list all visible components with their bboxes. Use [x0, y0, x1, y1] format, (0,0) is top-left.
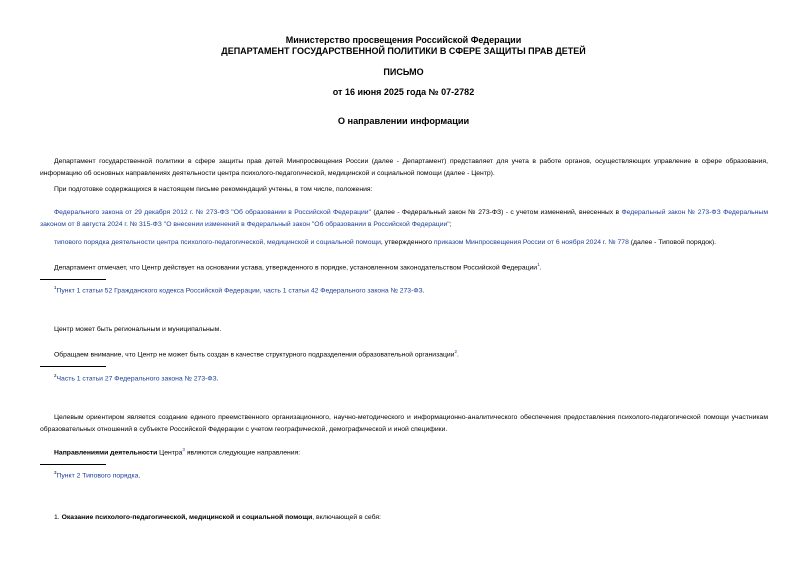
text-segment: ;	[449, 221, 452, 228]
paragraph-target: Целевым ориентиром является создание единого преемственного организационного, научно-методического и информационно-аналитического обеспечения предоставления психолого-педагогической помощи участникам образовательных отношений в субъекте Российской Федерации с учетом географической, демографической и иной специфики.	[40, 414, 768, 433]
paragraph-intro: Департамент государственной политики в сфере защиты прав детей Минпросвещения России (далее - Департамент) представляет для учета в работе органов, осуществляющих управление в сфере образования, информацию об основных направлениях деятельности центра психолого-педагогической, медицинской и социальной помощи (далее - Центр).	[40, 158, 768, 177]
text-segment: Департамент отмечает, что Центр действует на основании устава, утвержденного в порядке, установленном законодательством Российской Федерации	[54, 264, 538, 272]
text-segment: Обращаем внимание, что Центр не может быть создан в качестве структурного подразделения образовательной организации	[54, 351, 455, 359]
paragraph-federal-law	[40, 207, 768, 231]
footnote-ref-1[interactable]: 1	[537, 262, 540, 267]
text-segment: являются следующие направления:	[184, 449, 301, 457]
footnote-1-link[interactable]: Пункт 1 статьи 52 Гражданского кодекса Российской Федерации, часть 1 статьи 42 Федерального закона № 273-ФЗ	[56, 287, 423, 295]
paragraph-not-subdivision	[40, 346, 768, 361]
paragraph-center-level: Центр может быть региональным и муниципальным.	[54, 326, 222, 333]
paragraph-item-1	[40, 512, 768, 524]
item-1-heading: Оказание психолого-педагогической, медицинской и социальной помощи	[61, 514, 313, 521]
ministry-name: Министерство просвещения Российской Федерации	[285, 35, 522, 45]
paragraph-considered: При подготовке содержащихся в настоящем письме рекомендаций учтены, в том числе, положения:	[54, 186, 373, 193]
text-segment: Центра	[157, 449, 183, 457]
text-segment: .	[457, 351, 459, 359]
document-date-number: от 16 июня 2025 года № 07-2782	[332, 87, 475, 97]
federal-law-273-short-link[interactable]: Федеральный закон № 273-ФЗ	[621, 209, 721, 216]
text-segment: .	[422, 287, 425, 295]
text-segment: (далее - Типовой порядок).	[628, 239, 717, 246]
footnote-2-link[interactable]: Часть 1 статьи 27 Федерального закона № 273-ФЗ	[56, 375, 217, 383]
footnote-3-link[interactable]: Пункт 2 Типового порядка	[56, 472, 139, 480]
footnote-3	[54, 468, 140, 480]
footnote-ref-2[interactable]: 2	[454, 349, 457, 354]
footnote-divider	[40, 464, 106, 465]
document-subject: О направлении информации	[337, 116, 470, 126]
footnote-1	[54, 283, 425, 295]
text-segment: .	[216, 375, 219, 383]
typical-order-link[interactable]: типового порядка деятельности центра психолого-педагогической, медицинской и социальной помощи	[54, 239, 381, 246]
ministry-order-778-link[interactable]: приказом Минпросвещения России от 6 ноября 2024 г. № 778	[433, 239, 629, 246]
paragraph-charter	[40, 259, 768, 274]
footnote-ref-3[interactable]: 3	[182, 447, 185, 452]
footnote-mark-3: 3	[54, 470, 57, 475]
federal-law-273-link[interactable]: Федерального закона от 29 декабря 2012 г. № 273-ФЗ "Об образовании в Российской Федерации"	[54, 209, 372, 216]
paragraph-typical-order	[40, 237, 768, 249]
directions-heading: Направлениями деятельности	[54, 449, 158, 457]
department-name: ДЕПАРТАМЕНТ ГОСУДАРСТВЕННОЙ ПОЛИТИКИ В СФЕРЕ ЗАЩИТЫ ПРАВ ДЕТЕЙ	[221, 46, 586, 56]
text-segment: (далее - Федеральный закон № 273-ФЗ) - с учетом изменений, внесенных в	[371, 209, 622, 216]
footnote-2	[54, 371, 219, 383]
footnote-mark-1: 1	[54, 285, 57, 290]
text-segment: , утвержденного	[380, 239, 434, 246]
document-type: ПИСЬМО	[383, 67, 424, 77]
text-segment: , включающей в себя:	[312, 514, 381, 521]
text-segment: .	[138, 472, 141, 480]
text-segment: .	[539, 264, 542, 272]
paragraph-directions	[40, 444, 768, 459]
footnote-mark-2: 2	[54, 373, 57, 378]
item-number: 1.	[54, 514, 62, 521]
footnote-divider	[40, 279, 106, 280]
federal-law-315-link[interactable]: Федеральным законом от 8 августа 2024 г. № 315-ФЗ "О внесении изменений в Федеральный закон "Об образовании в Российской Федерации"	[40, 209, 768, 228]
footnote-divider	[40, 366, 106, 367]
